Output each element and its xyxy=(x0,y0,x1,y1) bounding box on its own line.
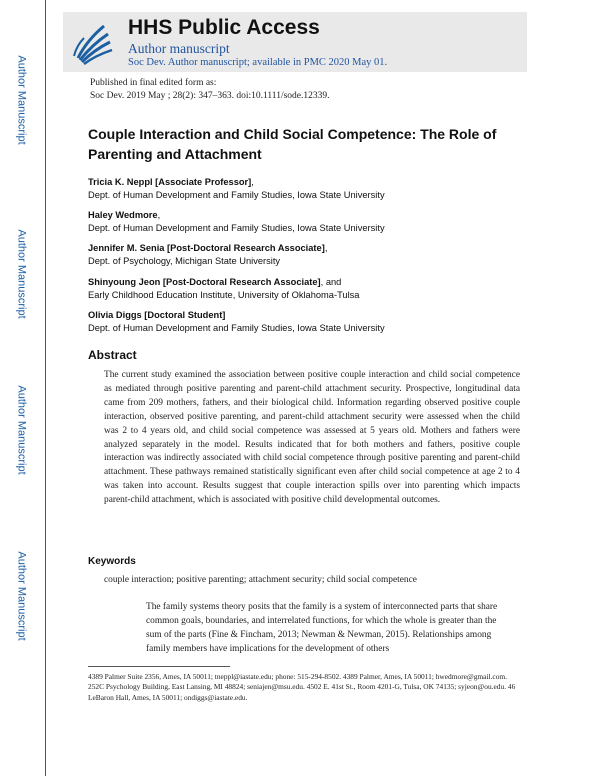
journal-availability-line: Soc Dev. Author manuscript; available in PMC 2020 May 01. xyxy=(128,57,388,68)
author-entry: Jennifer M. Senia [Post-Doctoral Research Associate], Dept. of Psychology, Michigan State University xyxy=(88,242,548,268)
abstract-heading: Abstract xyxy=(88,348,137,362)
sidebar-label: Author Manuscript xyxy=(16,385,29,475)
sidebar-label: Author Manuscript xyxy=(16,55,29,145)
author-name: Haley Wedmore xyxy=(88,210,158,220)
header-subtitle: Author manuscript xyxy=(128,41,230,56)
abstract-text: The current study examined the association between positive couple interaction and child social competence as mediated through positive parenting and parent-child attachment security. Prospective, longitudinal data came from 209 mothers, fathers, and their biological child. Information regarding observed positive couple interaction, observed positive parenting, and parent-child attachment security were assessed when the child was 2 to 4 years old, and child social competence was assessed at 5 years old. Mothers and fathers were analyzed separately in the model. Results indicated that for both mothers and fathers, positive couple interaction was indirectly associated with child social competence through positive parenting and parent-child attachment. These pathways remained statistically significant even after child social competence at age 2 to 4 was taken into account. Results suggest that couple interaction spills over into parenting which impacts parent-child attachment, which is associated with positive child developmental outcomes. xyxy=(104,370,520,506)
author-affiliation: Early Childhood Education Institute, University of Oklahoma-Tulsa xyxy=(88,290,360,300)
author-entry: Haley Wedmore, Dept. of Human Development and Family Studies, Iowa State University xyxy=(88,209,548,235)
body-paragraph: The family systems theory posits that the family is a system of interconnected parts that share common goals, boundaries, and interrelated functions, for which the whole is greater than the sum of the parts (Fine & Fincham, 2013; Newman & Newman, 2015). Relationships among family members have implications for the development of others xyxy=(146,602,498,654)
sidebar-label: Author Manuscript xyxy=(16,551,29,641)
author-affiliation: Dept. of Human Development and Family Studies, Iowa State University xyxy=(88,323,385,333)
author-affiliation: Dept. of Human Development and Family Studies, Iowa State University xyxy=(88,190,385,200)
author-affiliation: Dept. of Human Development and Family Studies, Iowa State University xyxy=(88,223,385,233)
article-title: Couple Interaction and Child Social Competence: The Role of Parenting and Attachment xyxy=(88,126,497,162)
published-in-label: Published in final edited form as: xyxy=(90,78,217,88)
author-name: Shinyoung Jeon [Post-Doctoral Research Associate] xyxy=(88,277,321,287)
keywords-heading: Keywords xyxy=(88,556,136,567)
sidebar xyxy=(0,0,44,776)
author-name: Jennifer M. Senia [Post-Doctoral Research Associate] xyxy=(88,243,325,253)
author-entry: Shinyoung Jeon [Post-Doctoral Research Associate], and Early Childhood Education Institute, University of Oklahoma-Tulsa xyxy=(88,276,548,302)
author-affiliation: Dept. of Psychology, Michigan State University xyxy=(88,256,281,266)
keywords-text: couple interaction; positive parenting; attachment security; child social competence xyxy=(104,575,417,585)
footnote-divider xyxy=(88,666,230,667)
author-entry: Tricia K. Neppl [Associate Professor], Dept. of Human Development and Family Studies, Iowa State University xyxy=(88,176,548,202)
footnote-text: 4389 Palmer Suite 2356, Ames, IA 50011; tneppl@iastate.edu; phone: 515-294-8502. 4389 Palmer, Ames, IA 50011; hwedmore@gmail.com. 252C Psychology Building, East Lansing, MI 48824; seniajen@msu.edu. 4502 E. 41st St., Room 4201-G, Tulsa, OK 74135; syjeon@ou.edu. 46 LeBaron Hall, Ames, IA 50011; ondiggs@iastate.edu. xyxy=(88,672,516,702)
citation-line: Soc Dev. 2019 May ; 28(2): 347–363. doi:10.1111/sode.12339. xyxy=(90,91,330,101)
author-name: Olivia Diggs [Doctoral Student] xyxy=(88,310,226,320)
sidebar-label: Author Manuscript xyxy=(16,229,29,319)
author-entry xyxy=(88,309,548,335)
hhs-header xyxy=(63,12,527,72)
hhs-eagle-logo-icon xyxy=(70,18,116,66)
sidebar-divider xyxy=(45,0,46,776)
header-title: HHS Public Access xyxy=(128,16,320,39)
author-name: Tricia K. Neppl [Associate Professor] xyxy=(88,177,252,187)
